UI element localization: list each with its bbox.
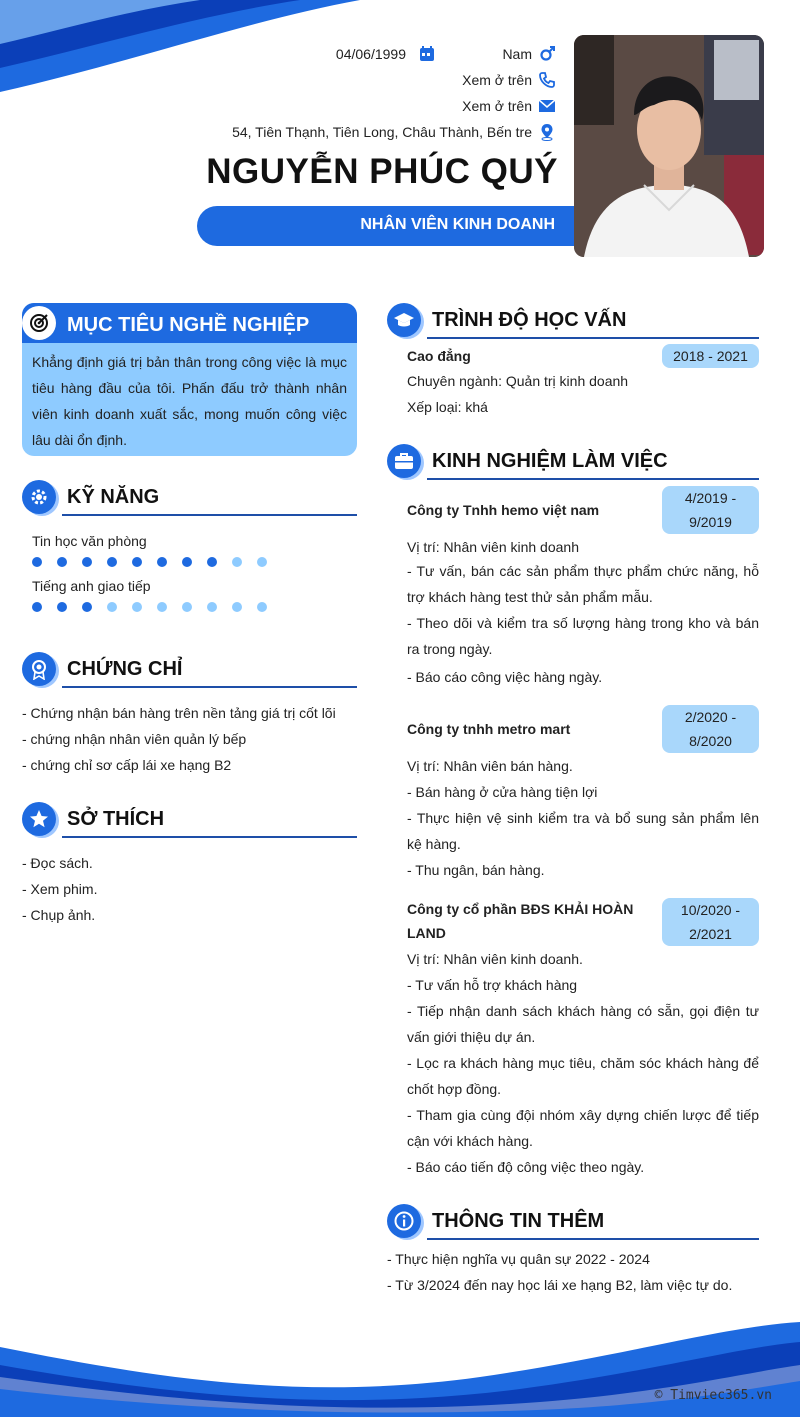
rating-dot-filled <box>57 557 67 567</box>
job-line: - Tiếp nhận danh sách khách hàng có sẵn, gọi điện tư vấn giới thiệu dự án. <box>407 1003 759 1045</box>
rating-dot-filled <box>182 557 192 567</box>
education-title: TRÌNH ĐỘ HỌC VẤN <box>432 309 627 331</box>
phone-text: Xem ở trên <box>462 72 532 88</box>
star-icon <box>22 802 56 836</box>
certificate-item: - chứng nhận nhân viên quản lý bếp <box>22 731 247 747</box>
dob-line <box>336 45 436 63</box>
additional-info-title: THÔNG TIN THÊM <box>432 1210 605 1232</box>
rating-dot-filled <box>32 557 42 567</box>
career-objective-section <box>22 303 357 456</box>
position-bar <box>197 206 585 246</box>
skill-rating-0 <box>32 557 267 567</box>
address-text: 54, Tiên Thạnh, Tiên Long, Châu Thành, Bến tre <box>232 124 532 140</box>
rating-dot-empty <box>207 602 217 612</box>
education-divider <box>427 337 759 339</box>
profile-photo <box>574 35 764 257</box>
job-company <box>407 897 642 945</box>
hobby-item: - Xem phim. <box>22 881 98 897</box>
job-company: Công ty Tnhh hemo việt nam <box>407 502 600 518</box>
job-line: - Tham gia cùng đội nhóm xây dựng chiến lược để tiếp cận với khách hàng. <box>407 1107 759 1149</box>
job-period-badge <box>662 486 759 534</box>
candidate-name: NGUYỄN PHÚC QUÝ <box>206 152 558 191</box>
education-header <box>387 303 759 339</box>
job-line: - Tư vấn hỗ trợ khách hàng <box>407 977 578 993</box>
mail-icon <box>538 97 556 115</box>
career-objective-text: Khẳng định giá trị bản thân trong công việc là mục tiêu hàng đầu của tôi. Phấn đấu trở thành nhân viên kinh doanh xuất sắc, mong muốn công việc lâu dài ổn định. <box>32 354 347 448</box>
experience-header <box>387 444 759 480</box>
phone-line <box>462 71 556 89</box>
additional-info-header <box>387 1204 759 1240</box>
experience-divider <box>427 478 759 480</box>
rating-dot-empty <box>232 602 242 612</box>
job-line: Vị trí: Nhân viên kinh doanh <box>407 539 579 555</box>
education-major: Chuyên ngành: Quản trị kinh doanh <box>407 373 629 389</box>
dob-text: 04/06/1999 <box>335 46 406 62</box>
job-company-line: LAND <box>407 925 446 941</box>
job-line: - Lọc ra khách hàng mục tiêu, chăm sóc khách hàng để chốt hợp đồng. <box>407 1055 759 1097</box>
target-icon <box>22 306 56 340</box>
position-title: NHÂN VIÊN KINH DOANH <box>360 216 555 233</box>
copyright-text: © Timviec365.vn <box>654 1388 772 1403</box>
certificate-item: - chứng chỉ sơ cấp lái xe hạng B2 <box>22 757 232 773</box>
hobby-item: - Chụp ảnh. <box>22 907 96 923</box>
job-period-start: 4/2019 - <box>684 490 737 506</box>
education-rank: Xếp loại: khá <box>407 399 488 415</box>
job-period-badge <box>662 705 759 753</box>
rating-dot-empty <box>257 557 267 567</box>
job-company: Công ty tnhh metro mart <box>407 721 571 737</box>
experience-title: KINH NGHIỆM LÀM VIỆC <box>432 450 668 472</box>
gender-line <box>502 45 556 63</box>
medal-icon <box>22 652 56 686</box>
additional-info-item: - Thực hiện nghĩa vụ quân sự 2022 - 2024 <box>387 1251 650 1267</box>
rating-dot-empty <box>232 557 242 567</box>
additional-info-item: - Từ 3/2024 đến nay học lái xe hạng B2, làm việc tự do. <box>387 1277 733 1293</box>
skill-rating-1 <box>32 602 267 612</box>
rating-dot-filled <box>82 557 92 567</box>
phone-icon <box>538 71 556 89</box>
gender-text: Nam <box>502 46 532 62</box>
certificate-item: - Chứng nhận bán hàng trên nền tảng giá trị cốt lõi <box>22 705 336 721</box>
job-line: - Theo dõi và kiểm tra số lượng hàng trong kho và bán ra trong ngày. <box>407 615 759 657</box>
rating-dot-empty <box>132 602 142 612</box>
career-objective-title: MỤC TIÊU NGHỀ NGHIỆP <box>67 314 310 336</box>
job-period-badge <box>662 898 759 946</box>
education-period-badge <box>662 344 759 368</box>
rating-dot-filled <box>32 602 42 612</box>
rating-dot-empty <box>257 602 267 612</box>
gender-icon <box>538 45 556 63</box>
job-line: - Tư vấn, bán các sản phẩm thực phẩm chức năng, hỗ trợ khách hàng test thử sản phẩm mẫu. <box>407 563 759 605</box>
job-line: - Báo cáo tiến độ công việc theo ngày. <box>407 1159 645 1175</box>
skills-divider <box>62 514 357 516</box>
job-period-start: 10/2020 - <box>680 902 741 918</box>
hobby-item: - Đọc sách. <box>22 855 93 871</box>
rating-dot-filled <box>107 557 117 567</box>
rating-dot-filled <box>157 557 167 567</box>
job-period-end: 2/2021 <box>689 926 732 942</box>
email-line <box>462 97 556 115</box>
skill-name: Tin học văn phòng <box>32 533 147 549</box>
job-period-end: 9/2019 <box>689 514 732 530</box>
calendar-icon <box>418 45 436 63</box>
certificates-header <box>22 652 357 688</box>
skills-title: KỸ NĂNG <box>67 486 160 508</box>
job-line: - Bán hàng ở cửa hàng tiện lợi <box>407 784 598 800</box>
location-icon <box>538 123 556 141</box>
rating-dot-filled <box>57 602 67 612</box>
gear-icon <box>22 480 56 514</box>
hobbies-divider <box>62 836 357 838</box>
info-icon <box>387 1204 421 1238</box>
education-period: 2018 - 2021 <box>673 348 748 364</box>
career-objective-header <box>22 303 357 343</box>
job-line: - Thực hiện vệ sinh kiểm tra và bổ sung sản phẩm lên kệ hàng. <box>407 810 759 852</box>
job-line: Vị trí: Nhân viên bán hàng. <box>407 758 573 774</box>
additional-info-divider <box>427 1238 759 1240</box>
job-period-start: 2/2020 - <box>684 709 737 725</box>
rating-dot-empty <box>107 602 117 612</box>
job-line: - Thu ngân, bán hàng. <box>407 862 545 878</box>
rating-dot-filled <box>82 602 92 612</box>
rating-dot-filled <box>207 557 217 567</box>
email-text: Xem ở trên <box>462 98 532 114</box>
job-company-line: Công ty cổ phần BĐS KHẢI HOÀN <box>407 901 634 917</box>
skill-name: Tiếng anh giao tiếp <box>32 578 151 594</box>
skills-header <box>22 480 357 516</box>
hobbies-header <box>22 802 357 838</box>
address-line <box>232 123 556 141</box>
certificates-title: CHỨNG CHỈ <box>67 658 183 680</box>
job-line: Vị trí: Nhân viên kinh doanh. <box>407 951 583 967</box>
certificates-divider <box>62 686 357 688</box>
graduation-cap-icon <box>387 303 421 337</box>
job-period-end: 8/2020 <box>689 733 732 749</box>
education-school: Cao đẳng <box>407 348 471 364</box>
hobbies-title: SỞ THÍCH <box>67 808 165 830</box>
job-line: - Báo cáo công việc hàng ngày. <box>407 669 603 685</box>
rating-dot-empty <box>157 602 167 612</box>
briefcase-icon <box>387 444 421 478</box>
rating-dot-filled <box>132 557 142 567</box>
rating-dot-empty <box>182 602 192 612</box>
